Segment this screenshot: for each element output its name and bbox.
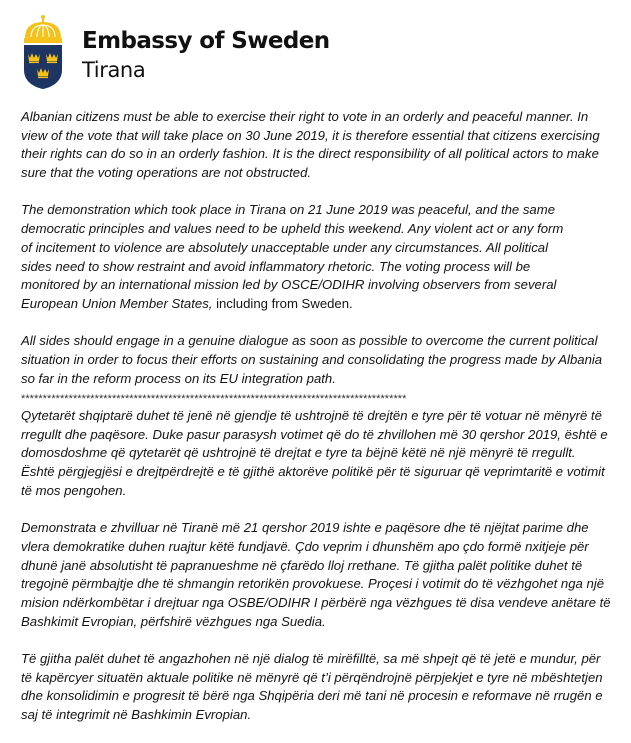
text-line: Të gjitha palët duhet të angazhohen në një dialog të mirëfilltë, sa më shpejt që të jetë e mundur, për	[21, 650, 601, 666]
text-line: their rights can do so in an orderly fashion. It is the direct responsibility of all political actors to make	[21, 146, 599, 162]
text-line: sure that the voting operations are not obstructed.	[21, 165, 312, 181]
text-line: Qytetarët shqiptarë duhet të jenë në gjendje të ushtrojnë të drejtën e tyre për të votuar në mënyrë të	[21, 408, 602, 423]
albanian-paragraph-3	[21, 650, 627, 725]
text-line: mision ndërkombëtar i drejtuar nga OSBE/ODIHR I përbërë nga vëzhgues të disa vendeve anëtare të	[21, 594, 611, 610]
text-line: The demonstration which took place in Tirana on 21 June 2019 was peaceful, and the same	[21, 202, 556, 218]
text-line: situation in order to focus their efforts on sustaining and consolidating the progress made by Albania	[21, 351, 603, 367]
text-line: vlera demokratike duhen ruajtur këtë fundjavë. Çdo veprim i dhunshëm apo çdo formë nxitjeje për	[21, 538, 589, 554]
text-line: rregullt dhe paqësore. Duke pasur parasysh votimet që do të zhvillohen më 30 qershor 2019, është e	[21, 426, 608, 442]
embassy-city: Tirana	[82, 58, 146, 82]
text-regular-part: including from Sweden.	[212, 295, 353, 311]
english-paragraph-2	[21, 201, 627, 313]
text-line: të kapërcyer situatën aktuale politike në mënyrë që t’i përqëndrojnë përpjekjet e tyre në mbështetjen	[21, 669, 603, 685]
text-line: dhe konsolidimin e progresit të bërë nga Shqipëria deri më tani në procesin e reformave në rrugën e	[21, 688, 603, 704]
text-line: so far in the reform process on its EU integration path.	[21, 370, 336, 386]
statement-body	[21, 108, 627, 743]
text-line: view of the vote that will take place on 30 June 2019, it is therefore essential that citizens exercising	[21, 127, 600, 143]
text-line: democratic principles and values need to be upheld this weekend. Any violent act or any form	[21, 221, 564, 237]
embassy-name: Embassy of Sweden	[82, 28, 330, 54]
text-line: Albanian citizens must be able to exercise their right to vote in an orderly and peaceful manner. In	[21, 109, 589, 124]
english-paragraph-3	[21, 332, 627, 388]
text-line: of incitement to violence are absolutely unacceptable under any circumstances. All political	[21, 239, 549, 255]
text-line: Bashkimit Evropian, përfshirë vëzhgues nga Suedia.	[21, 613, 326, 629]
letterhead	[0, 0, 631, 100]
text-line: sides need to show restraint and avoid inflammatory rhetoric. The voting process will be	[21, 258, 531, 274]
text-line: saj të integrimit në Bashkimin Evropian.	[21, 707, 252, 722]
text-italic-part: European Union Member States,	[21, 295, 213, 311]
text-line: Demonstrata e zhvilluar në Tiranë më 21 qershor 2019 ishte e paqësore dhe të njëjtat parime dhe	[21, 520, 589, 536]
shield-icon	[24, 45, 62, 89]
english-paragraph-1	[21, 108, 627, 183]
text-line: domosdoshme që qytetarët që ushtrojnë të drejtat e tyre ta bëjnë këtë në një mënyrë të rregullt.	[21, 445, 576, 461]
text-line: dhunë janë absolutisht të papranueshme në çfarëdo lloj rrethane. Të gjitha palët politike duhet të	[21, 557, 583, 573]
albanian-paragraph-1	[21, 407, 627, 500]
text-line	[21, 295, 625, 314]
text-line: Është përgjegjësi e drejtpërdrejtë e të gjithë aktorëve politikë për të siguruar që veprimtaritë e votimit	[21, 464, 605, 480]
text-line: All sides should engage in a genuine dialogue as soon as possible to overcome the current political	[21, 333, 598, 349]
text-line: të mos pengohen.	[21, 482, 127, 498]
text-line: tregojnë përmbajtje dhe të shmangin retorikën provokuese. Proçesi i votimit do të vëzhgohet nga një	[21, 576, 605, 592]
albanian-paragraph-2	[21, 519, 627, 631]
language-separator: *****************************************************************************************	[21, 393, 407, 406]
swedish-coat-of-arms-icon	[21, 14, 65, 90]
text-line: monitored by an international mission led by OSCE/ODIHR involving observers from several	[21, 277, 557, 293]
crown-icon	[24, 15, 62, 45]
